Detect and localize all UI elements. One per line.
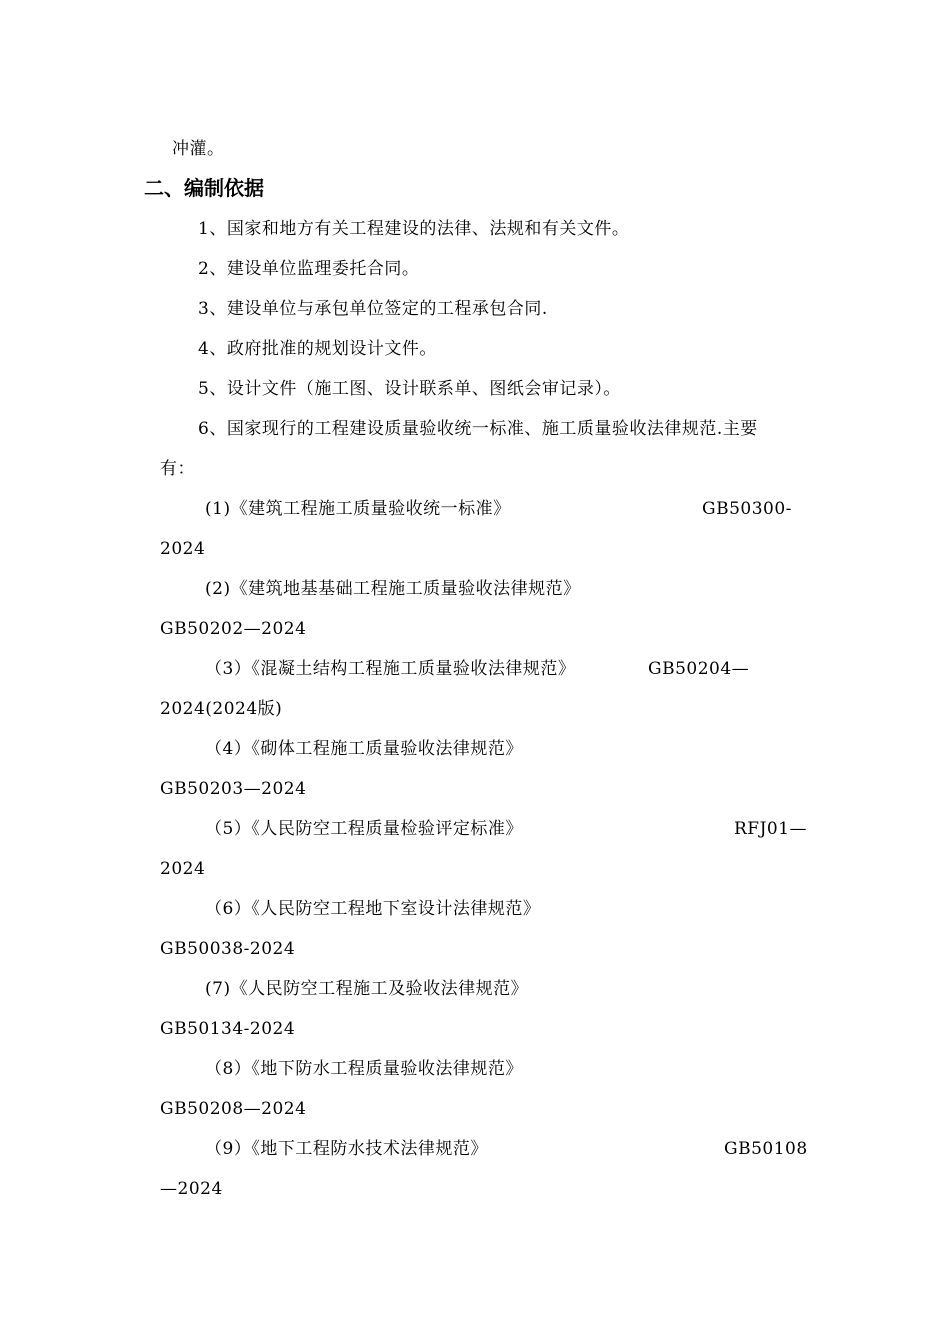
- standard-code-cont: 2024: [160, 539, 206, 559]
- section-heading: 二、编制依据: [144, 176, 264, 200]
- standard-code-cont: GB50203—2024: [160, 779, 307, 799]
- standard-code: GB50204—: [648, 659, 750, 679]
- standard-code-cont: 2024(2024版): [160, 699, 283, 719]
- standard-code: GB50108: [724, 1139, 808, 1159]
- standard-code-cont: —2024: [160, 1179, 223, 1199]
- standard-title: （6）《人民防空工程地下室设计法律规范》: [205, 899, 541, 919]
- standard-title: （5）《人民防空工程质量检验评定标准》: [205, 819, 523, 839]
- continuation-text: 冲灌。: [172, 139, 225, 159]
- standard-code-cont: GB50208—2024: [160, 1099, 307, 1119]
- standard-title: (1)《建筑工程施工质量验收统一标准》: [205, 499, 511, 519]
- basis-item-6: 6、国家现行的工程建设质量验收统一标准、施工质量验收法律规范.主要: [198, 419, 758, 439]
- basis-item-6-cont: 有：: [160, 459, 195, 479]
- standard-title: (7)《人民防空工程施工及验收法律规范》: [205, 979, 529, 999]
- standard-code-cont: GB50038-2024: [160, 939, 296, 959]
- standard-code-cont: GB50134-2024: [160, 1019, 296, 1039]
- basis-item-2: 2、建设单位监理委托合同。: [198, 259, 420, 279]
- basis-item-5: 5、设计文件（施工图、设计联系单、图纸会审记录）。: [198, 379, 621, 399]
- standard-code: RFJ01—: [734, 819, 808, 839]
- standard-code-cont: 2024: [160, 859, 206, 879]
- basis-item-4: 4、政府批准的规划设计文件。: [198, 339, 437, 359]
- standard-code-cont: GB50202—2024: [160, 619, 307, 639]
- standard-title: （8）《地下防水工程质量验收法律规范》: [205, 1059, 523, 1079]
- basis-item-3: 3、建设单位与承包单位签定的工程承包合同.: [198, 299, 548, 319]
- standard-title: （9）《地下工程防水技术法律规范》: [205, 1139, 488, 1159]
- basis-item-1: 1、国家和地方有关工程建设的法律、法规和有关文件。: [198, 219, 630, 239]
- standard-title: （3）《混凝土结构工程施工质量验收法律规范》: [205, 659, 576, 679]
- standard-title: (2)《建筑地基基础工程施工质量验收法律规范》: [205, 579, 581, 599]
- standard-code: GB50300-: [702, 499, 792, 519]
- standard-title: （4）《砌体工程施工质量验收法律规范》: [205, 739, 523, 759]
